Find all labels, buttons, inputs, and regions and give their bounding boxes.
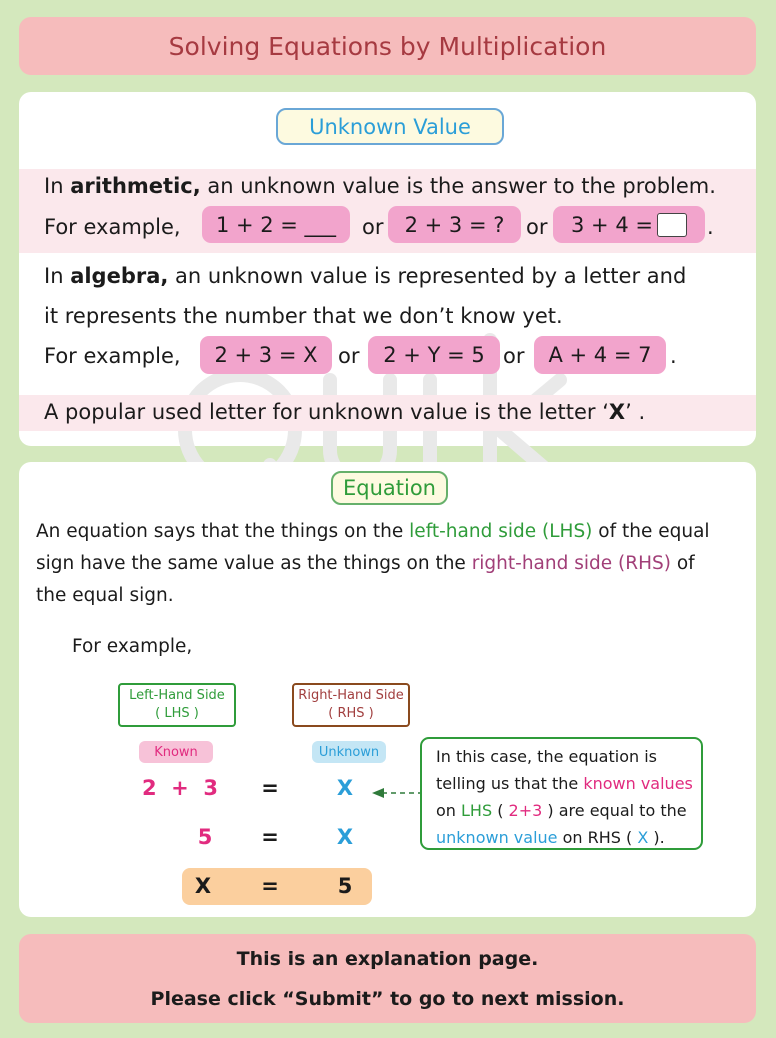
algebra-line-1: In algebra, an unknown value is represented by a letter and	[44, 264, 687, 288]
page-title: Solving Equations by Multiplication	[168, 31, 607, 61]
arithmetic-example-label: For example,	[44, 215, 181, 239]
answer-box	[657, 213, 687, 237]
note-line-3: on LHS ( 2+3 ) are equal to the	[436, 801, 687, 820]
row2-right: X	[336, 825, 354, 849]
or-text: or	[338, 344, 360, 368]
period: .	[670, 344, 677, 368]
arithmetic-example-1: 1 + 2 = ___	[202, 206, 350, 243]
arrow-left-icon	[370, 783, 425, 803]
row1-equals: =	[261, 776, 279, 800]
equation-line-3: the equal sign.	[36, 585, 174, 606]
popular-letter-line: A popular used letter for unknown value is the letter ‘X’ .	[44, 400, 646, 424]
or-text: or	[526, 215, 548, 239]
lhs-box: Left-Hand Side ( LHS )	[118, 683, 236, 727]
or-text: or	[362, 215, 384, 239]
footer-line-2: Please click “Submit” to go to next mission.	[150, 987, 625, 1010]
or-text: or	[503, 344, 525, 368]
row1-left: 2 + 3	[141, 776, 219, 800]
equation-line-2: sign have the same value as the things on the right-hand side (RHS) of	[36, 553, 695, 574]
footer-line-1: This is an explanation page.	[236, 947, 539, 970]
equation-line-1: An equation says that the things on the left-hand side (LHS) of the equal	[36, 521, 710, 542]
algebra-example-3: A + 4 = 7	[534, 336, 666, 374]
algebra-line-2: it represents the number that we don’t know yet.	[44, 304, 563, 328]
note-line-4: unknown value on RHS ( X ).	[436, 828, 665, 847]
arithmetic-example-2: 2 + 3 = ?	[388, 206, 521, 243]
arithmetic-example-3: 3 + 4 =	[553, 206, 705, 243]
row3-left: X	[194, 874, 212, 898]
row3-equals: =	[261, 874, 279, 898]
unknown-tag: Unknown	[312, 741, 386, 763]
row3-right: 5	[337, 874, 353, 898]
algebra-example-1: 2 + 3 = X	[200, 336, 332, 374]
note-line-2: telling us that the known values	[436, 774, 693, 793]
arithmetic-line: In arithmetic, an unknown value is the answer to the problem.	[44, 174, 716, 198]
note-line-1: In this case, the equation is	[436, 747, 657, 766]
period: .	[707, 215, 714, 239]
for-example-label: For example,	[72, 636, 193, 657]
rhs-box: Right-Hand Side ( RHS )	[292, 683, 410, 727]
known-tag: Known	[139, 741, 213, 763]
equation-heading: Equation	[331, 471, 448, 505]
row2-equals: =	[261, 825, 279, 849]
footer-instructions	[19, 934, 756, 1023]
unknown-value-heading: Unknown Value	[276, 108, 504, 145]
algebra-example-label: For example,	[44, 344, 181, 368]
row2-left: 5	[197, 825, 213, 849]
title-bar	[19, 17, 756, 75]
explanation-note	[420, 737, 703, 850]
row1-right: X	[336, 776, 354, 800]
algebra-example-2: 2 + Y = 5	[368, 336, 500, 374]
